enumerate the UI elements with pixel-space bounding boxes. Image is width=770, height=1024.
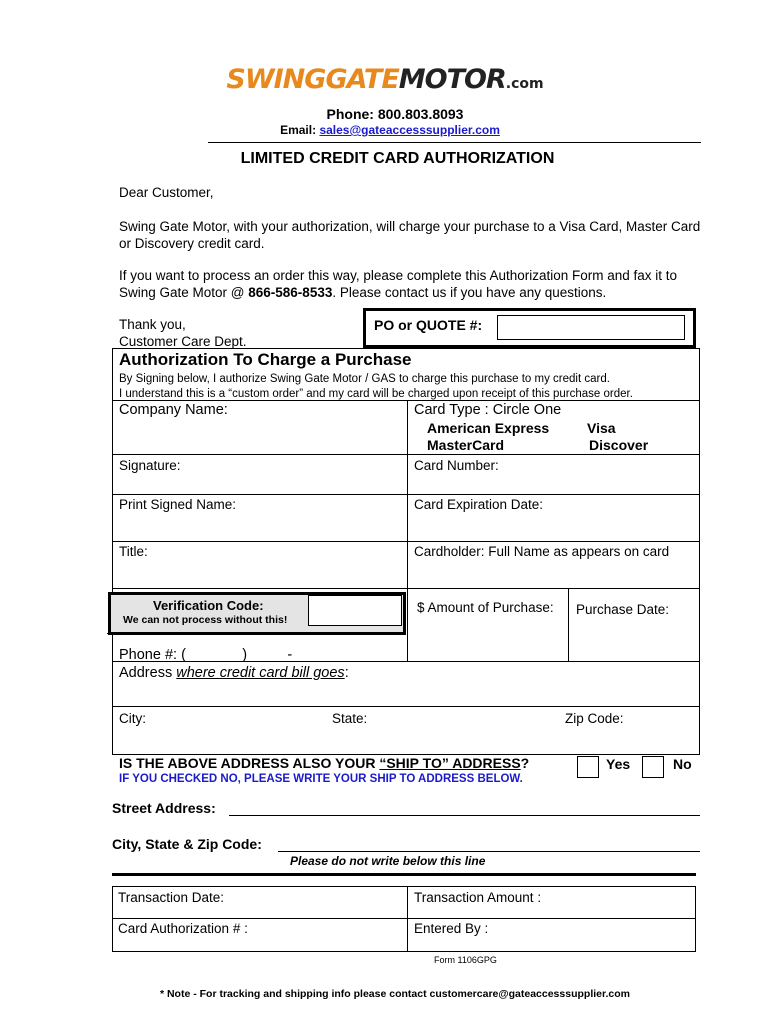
amount-label: $ Amount of Purchase: — [417, 600, 554, 615]
zip-label: Zip Code: — [565, 711, 624, 726]
grid-line — [112, 588, 700, 589]
page-title: LIMITED CREDIT CARD AUTHORIZATION — [240, 150, 555, 167]
letter-paragraph-2 — [119, 267, 709, 301]
ship-to-question — [119, 755, 529, 771]
transaction-date-label: Transaction Date: — [118, 890, 225, 905]
authorization-title: Authorization To Charge a Purchase — [119, 350, 412, 369]
card-type-label: Card Type : Circle One — [414, 402, 562, 418]
grid-line — [112, 541, 700, 542]
ship-yes-checkbox[interactable] — [577, 756, 599, 778]
footer-note: * Note - For tracking and shipping info please contact customercare@gateaccesssupplier.com — [159, 988, 631, 1000]
logo-swing: SWING — [226, 64, 326, 95]
entered-by-label: Entered By : — [414, 921, 489, 936]
grid-line — [112, 494, 700, 495]
phone-number: Phone: 800.803.8093 — [326, 106, 464, 122]
care-dept: Customer Care Dept. — [119, 334, 247, 349]
greeting: Dear Customer, — [119, 185, 214, 200]
ship-no-label: No — [673, 756, 692, 772]
grid-line — [112, 918, 696, 919]
logo-com: .com — [505, 76, 544, 92]
ship-question-emphasis: “SHIP TO” ADDRESS — [379, 755, 521, 771]
grid-line — [407, 886, 408, 952]
cardholder-label: Cardholder: Full Name as appears on card — [414, 544, 670, 559]
email-link[interactable]: sales@gateaccesssupplier.com — [319, 123, 500, 137]
card-type-visa[interactable]: Visa — [587, 420, 616, 436]
authorization-line-1: By Signing below, I authorize Swing Gate Motor / GAS to charge this purchase to my credit card. — [119, 373, 610, 385]
authorization-line-2: I understand this is a “custom order” and my card will be charged upon receipt of this purchase order. — [119, 388, 633, 400]
email-label: Email: — [280, 123, 317, 137]
purchase-date-label: Purchase Date: — [576, 602, 670, 617]
card-auth-number-label: Card Authorization # : — [118, 921, 248, 936]
verification-note: We can not process without this! — [123, 614, 288, 626]
address-colon: : — [344, 665, 349, 681]
state-label: State: — [332, 711, 368, 726]
verification-label: Verification Code: — [153, 598, 264, 613]
grid-line — [112, 454, 700, 455]
logo — [0, 64, 770, 95]
logo-motor: MOTOR — [398, 64, 506, 95]
title-label: Title: — [119, 544, 148, 559]
cut-line — [112, 873, 696, 876]
thank-you: Thank you, — [119, 317, 186, 332]
grid-line — [407, 400, 408, 661]
para2-text-end: . Please contact us if you have any questions. — [332, 285, 607, 300]
ship-question-mark: ? — [520, 755, 530, 771]
header-divider — [208, 142, 701, 143]
signature-label: Signature: — [119, 458, 181, 473]
letter-paragraph-1: Swing Gate Motor, with your authorization, will charge your purchase to a Visa Card, Master Card or Discovery credit card. — [119, 219, 701, 251]
street-address-line[interactable] — [229, 815, 700, 816]
address-text: Address — [119, 665, 177, 681]
city-label: City: — [119, 711, 146, 726]
do-not-write-note: Please do not write below this line — [290, 854, 486, 868]
phone-label: Phone #: ( ) - — [119, 647, 293, 663]
ship-no-checkbox[interactable] — [642, 756, 664, 778]
address-emphasis: where credit card bill goes — [176, 665, 345, 681]
card-number-label: Card Number: — [414, 458, 499, 473]
verification-code-input[interactable] — [308, 595, 402, 626]
email-line — [0, 123, 770, 137]
address-label — [119, 665, 349, 681]
grid-line — [112, 400, 700, 401]
print-name-label: Print Signed Name: — [119, 497, 237, 512]
company-name-field[interactable] — [113, 412, 406, 453]
card-type-amex[interactable]: American Express — [427, 420, 550, 436]
logo-gate: GATE — [325, 64, 399, 95]
para2-text: If you want to process an order this way, please complete this Authorization Form and fax it to Swing Gate Motor @ — [119, 268, 678, 300]
ship-question-text: IS THE ABOVE ADDRESS ALSO YOUR — [119, 755, 380, 771]
card-type-discover[interactable]: Discover — [589, 437, 649, 453]
card-type-mastercard[interactable]: MasterCard — [427, 437, 505, 453]
grid-line — [568, 588, 569, 661]
city-state-zip-label: City, State & Zip Code: — [112, 836, 262, 852]
street-address-label: Street Address: — [112, 800, 216, 816]
fax-number: 866-586-8533 — [248, 285, 333, 300]
ship-to-note: IF YOU CHECKED NO, PLEASE WRITE YOUR SHIP TO ADDRESS BELOW. — [119, 773, 523, 785]
company-name-label: Company Name: — [119, 402, 228, 418]
city-state-zip-line[interactable] — [278, 851, 700, 852]
form-id: Form 1106GPG — [434, 955, 497, 965]
transaction-amount-label: Transaction Amount : — [414, 890, 542, 905]
expiration-label: Card Expiration Date: — [414, 497, 544, 512]
po-label: PO or QUOTE #: — [374, 317, 483, 333]
grid-line — [112, 706, 700, 707]
po-input[interactable] — [497, 315, 685, 340]
ship-yes-label: Yes — [606, 756, 631, 772]
